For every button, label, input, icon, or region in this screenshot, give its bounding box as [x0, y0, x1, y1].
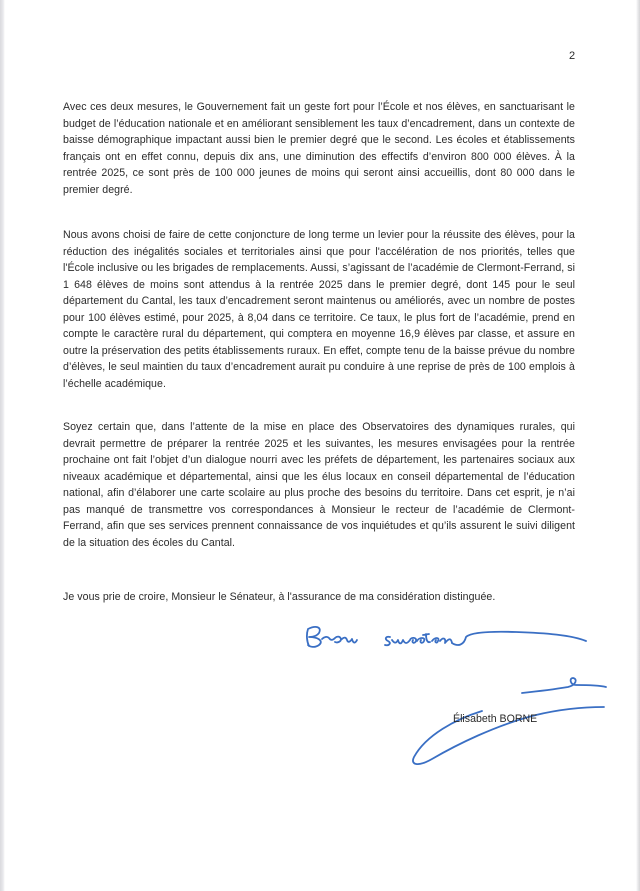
handwritten-signature-icon — [286, 615, 626, 765]
paragraph-rural-observatories: Soyez certain que, dans l’attente de la mise en place des Observatoires des dynamiques rurales, qui devrait permettre de préparer la rentrée 2025 et les suivantes, les mesures envisagées pour la rentrée prochaine ont fait l’objet d’un dialogue nourri avec les préfets de département, les partenaires sociaux aux niveaux académique et départemental, ainsi que les élus locaux en conseil départemental de l’éducation national, afin d’élaborer une carte scolaire au plus proche des besoins du territoire. Dans cet esprit, je n’ai pas manqué de transmettre vos correspondances à Monsieur le recteur de l’académie de Clermont-Ferrand, afin que ses services prennent connaissance de vos inquiétudes et qu’ils assurent le suivi diligent de la situation des écoles du Cantal. — [63, 421, 575, 549]
signatory-name: Élisabeth BORNE — [453, 713, 538, 725]
paragraph-clermont-ferrand-academy: Nous avons choisi de faire de cette conjoncture de long terme un levier pour la réussite des élèves, pour la réduction des inégalités sociales et territoriales ainsi que pour l'accélération de nos priorités, telles que l'École inclusive ou les brigades de remplacements. Aussi, s’agissant de l’académie de Clermont-Ferrand, si 1 648 élèves de moins sont attendus à la rentrée 2025 dans le premier degré, dont 145 pour le seul département du Cantal, les taux d’encadrement seront maintenus ou améliorés, avec un nombre de postes pour 100 élèves estimé, pour 2025, à 8,04 dans ce territoire. Ce taux, le plus fort de l’académie, prend en compte le caractère rural du département, qui comptera en moyenne 16,9 élèves par classe, et assure en outre la préservation des petits établissements ruraux. En effet, compte tenu de la baisse prévue du nombre d’élèves, le seul maintien du taux d’encadrement aurait pu conduire à une reprise de près de 100 emplois à l’échelle académique. — [63, 229, 575, 390]
letter-page — [6, 0, 636, 891]
page-number: 2 — [569, 50, 576, 62]
paragraph-budget-measures: Avec ces deux mesures, le Gouvernement fait un geste fort pour l’École et nos élèves, en sanctuarisant le budget de l’éducation nationale et en améliorant sensiblement les taux d’encadrement, dans un contexte de baisse démographique impactant aussi bien le premier degré que le second. Les écoles et établissements français ont en effet connu, depuis dix ans, une diminution des effectifs d’environ 800 000 élèves. À la rentrée 2025, ce sont près de 100 000 jeunes de moins qui seront ainsi accueillis, dont 80 000 dans le premier degré. — [63, 101, 575, 196]
page-edge-right — [636, 0, 640, 891]
closing-formula: Je vous prie de croire, Monsieur le Sénateur, à l'assurance de ma considération distinguée. — [63, 591, 496, 603]
page-edge-left — [0, 0, 5, 891]
